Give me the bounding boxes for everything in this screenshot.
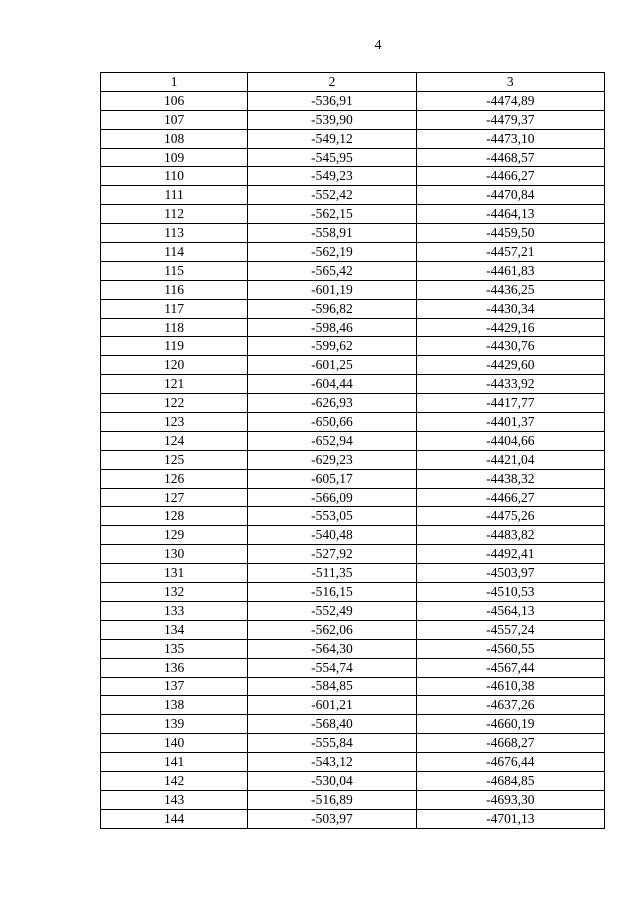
table-cell-col-1: 123 xyxy=(101,413,248,432)
table-cell-col-2: -568,40 xyxy=(248,715,416,734)
table-cell-col-1: 138 xyxy=(101,696,248,715)
table-cell-col-2: -536,91 xyxy=(248,91,416,110)
table-row xyxy=(101,431,605,450)
table-cell-col-1: 142 xyxy=(101,771,248,790)
table-cell-col-2: -562,15 xyxy=(248,205,416,224)
table-row xyxy=(101,224,605,243)
table-cell-col-1: 135 xyxy=(101,639,248,658)
table-cell-col-1: 115 xyxy=(101,261,248,280)
table-cell-col-3: -4610,38 xyxy=(416,677,604,696)
table-cell-col-2: -598,46 xyxy=(248,318,416,337)
table-cell-col-3: -4429,60 xyxy=(416,356,604,375)
table-cell-col-2: -601,25 xyxy=(248,356,416,375)
table-cell-col-1: 114 xyxy=(101,243,248,262)
table-cell-col-3: -4457,21 xyxy=(416,243,604,262)
table-cell-col-3: -4404,66 xyxy=(416,431,604,450)
table-cell-col-3: -4684,85 xyxy=(416,771,604,790)
header-cell-col-1: 1 xyxy=(101,73,248,92)
table-cell-col-2: -601,19 xyxy=(248,280,416,299)
table-cell-col-1: 137 xyxy=(101,677,248,696)
table-cell-col-1: 127 xyxy=(101,488,248,507)
table-row xyxy=(101,771,605,790)
table-cell-col-3: -4461,83 xyxy=(416,261,604,280)
table-row xyxy=(101,658,605,677)
table-cell-col-2: -549,12 xyxy=(248,129,416,148)
table-cell-col-2: -554,74 xyxy=(248,658,416,677)
table-cell-col-3: -4637,26 xyxy=(416,696,604,715)
table-cell-col-3: -4483,82 xyxy=(416,526,604,545)
table-cell-col-2: -539,90 xyxy=(248,110,416,129)
table-cell-col-3: -4503,97 xyxy=(416,564,604,583)
table-cell-col-1: 136 xyxy=(101,658,248,677)
table-row xyxy=(101,507,605,526)
table-cell-col-3: -4567,44 xyxy=(416,658,604,677)
table-row xyxy=(101,375,605,394)
header-cell-col-2: 2 xyxy=(248,73,416,92)
table-row xyxy=(101,620,605,639)
table-cell-col-1: 124 xyxy=(101,431,248,450)
table-row xyxy=(101,790,605,809)
table-cell-col-3: -4436,25 xyxy=(416,280,604,299)
table-cell-col-3: -4417,77 xyxy=(416,394,604,413)
table-cell-col-3: -4701,13 xyxy=(416,809,604,828)
table-cell-col-3: -4438,32 xyxy=(416,469,604,488)
table-cell-col-3: -4473,10 xyxy=(416,129,604,148)
table-cell-col-3: -4474,89 xyxy=(416,91,604,110)
table-cell-col-1: 111 xyxy=(101,186,248,205)
table-cell-col-2: -555,84 xyxy=(248,734,416,753)
table-cell-col-3: -4468,57 xyxy=(416,148,604,167)
table-cell-col-1: 144 xyxy=(101,809,248,828)
table-row xyxy=(101,809,605,828)
header-row xyxy=(101,73,605,92)
table-cell-col-1: 121 xyxy=(101,375,248,394)
table-cell-col-1: 107 xyxy=(101,110,248,129)
table-row xyxy=(101,129,605,148)
table-cell-col-3: -4660,19 xyxy=(416,715,604,734)
table-cell-col-1: 126 xyxy=(101,469,248,488)
table-cell-col-3: -4430,34 xyxy=(416,299,604,318)
table-cell-col-2: -516,15 xyxy=(248,583,416,602)
table-row xyxy=(101,601,605,620)
table-cell-col-2: -584,85 xyxy=(248,677,416,696)
table-cell-col-2: -596,82 xyxy=(248,299,416,318)
table-cell-col-2: -566,09 xyxy=(248,488,416,507)
table-cell-col-1: 116 xyxy=(101,280,248,299)
table-cell-col-3: -4475,26 xyxy=(416,507,604,526)
table-cell-col-2: -562,06 xyxy=(248,620,416,639)
table-cell-col-2: -629,23 xyxy=(248,450,416,469)
table-cell-col-2: -527,92 xyxy=(248,545,416,564)
table-row xyxy=(101,488,605,507)
table-cell-col-3: -4429,16 xyxy=(416,318,604,337)
table-cell-col-1: 128 xyxy=(101,507,248,526)
table-row xyxy=(101,205,605,224)
table-cell-col-1: 143 xyxy=(101,790,248,809)
table-cell-col-2: -565,42 xyxy=(248,261,416,280)
table-cell-col-1: 113 xyxy=(101,224,248,243)
table-cell-col-1: 118 xyxy=(101,318,248,337)
table-cell-col-2: -650,66 xyxy=(248,413,416,432)
header-cell-col-3: 3 xyxy=(416,73,604,92)
table-row xyxy=(101,280,605,299)
table-row xyxy=(101,148,605,167)
table-cell-col-3: -4668,27 xyxy=(416,734,604,753)
table-row xyxy=(101,243,605,262)
table-cell-col-3: -4676,44 xyxy=(416,753,604,772)
table-cell-col-3: -4510,53 xyxy=(416,583,604,602)
table-cell-col-2: -558,91 xyxy=(248,224,416,243)
table-cell-col-2: -543,12 xyxy=(248,753,416,772)
table-cell-col-2: -530,04 xyxy=(248,771,416,790)
table-header xyxy=(101,73,605,92)
table-cell-col-1: 139 xyxy=(101,715,248,734)
table-cell-col-2: -553,05 xyxy=(248,507,416,526)
page-number: 4 xyxy=(374,38,382,53)
table-cell-col-1: 129 xyxy=(101,526,248,545)
table-cell-col-3: -4466,27 xyxy=(416,488,604,507)
table-row xyxy=(101,450,605,469)
table-cell-col-3: -4401,37 xyxy=(416,413,604,432)
table-cell-col-3: -4470,84 xyxy=(416,186,604,205)
table-row xyxy=(101,299,605,318)
table-cell-col-2: -552,42 xyxy=(248,186,416,205)
table-cell-col-2: -549,23 xyxy=(248,167,416,186)
table-cell-col-3: -4466,27 xyxy=(416,167,604,186)
table-row xyxy=(101,261,605,280)
table-cell-col-1: 132 xyxy=(101,583,248,602)
table-cell-col-3: -4693,30 xyxy=(416,790,604,809)
table-row xyxy=(101,639,605,658)
table-cell-col-2: -545,95 xyxy=(248,148,416,167)
table-cell-col-1: 110 xyxy=(101,167,248,186)
table-cell-col-3: -4564,13 xyxy=(416,601,604,620)
table-cell-col-1: 108 xyxy=(101,129,248,148)
table-cell-col-1: 109 xyxy=(101,148,248,167)
table-row xyxy=(101,753,605,772)
table-row xyxy=(101,394,605,413)
table-cell-col-1: 134 xyxy=(101,620,248,639)
table-row xyxy=(101,318,605,337)
table-cell-col-1: 140 xyxy=(101,734,248,753)
table-row xyxy=(101,91,605,110)
table-row xyxy=(101,734,605,753)
table-cell-col-1: 120 xyxy=(101,356,248,375)
table-cell-col-1: 119 xyxy=(101,337,248,356)
table-row xyxy=(101,583,605,602)
table-row xyxy=(101,715,605,734)
table-row xyxy=(101,337,605,356)
table-cell-col-2: -540,48 xyxy=(248,526,416,545)
table-cell-col-3: -4492,41 xyxy=(416,545,604,564)
table-cell-col-3: -4421,04 xyxy=(416,450,604,469)
table-row xyxy=(101,526,605,545)
table-cell-col-1: 106 xyxy=(101,91,248,110)
table-cell-col-2: -604,44 xyxy=(248,375,416,394)
table-cell-col-1: 130 xyxy=(101,545,248,564)
table-row xyxy=(101,545,605,564)
coordinates-table xyxy=(100,72,605,829)
table-cell-col-2: -605,17 xyxy=(248,469,416,488)
table-row xyxy=(101,413,605,432)
table-row xyxy=(101,677,605,696)
table-cell-col-3: -4433,92 xyxy=(416,375,604,394)
table-cell-col-1: 141 xyxy=(101,753,248,772)
table-cell-col-3: -4479,37 xyxy=(416,110,604,129)
table-cell-col-2: -599,62 xyxy=(248,337,416,356)
table-body xyxy=(101,91,605,828)
table-row xyxy=(101,564,605,583)
table-cell-col-2: -626,93 xyxy=(248,394,416,413)
table-row xyxy=(101,110,605,129)
table-cell-col-2: -564,30 xyxy=(248,639,416,658)
table-cell-col-3: -4430,76 xyxy=(416,337,604,356)
table-row xyxy=(101,469,605,488)
table-cell-col-3: -4459,50 xyxy=(416,224,604,243)
table-cell-col-2: -511,35 xyxy=(248,564,416,583)
table-cell-col-1: 133 xyxy=(101,601,248,620)
table-cell-col-2: -601,21 xyxy=(248,696,416,715)
table-cell-col-3: -4557,24 xyxy=(416,620,604,639)
table-cell-col-3: -4560,55 xyxy=(416,639,604,658)
table-cell-col-1: 125 xyxy=(101,450,248,469)
table-cell-col-2: -652,94 xyxy=(248,431,416,450)
table-cell-col-3: -4464,13 xyxy=(416,205,604,224)
table-cell-col-1: 131 xyxy=(101,564,248,583)
table-cell-col-2: -562,19 xyxy=(248,243,416,262)
table-cell-col-1: 122 xyxy=(101,394,248,413)
table-row xyxy=(101,696,605,715)
table-cell-col-2: -552,49 xyxy=(248,601,416,620)
table-cell-col-2: -516,89 xyxy=(248,790,416,809)
table-row xyxy=(101,186,605,205)
table-row xyxy=(101,167,605,186)
table-row xyxy=(101,356,605,375)
table-cell-col-1: 117 xyxy=(101,299,248,318)
table-cell-col-1: 112 xyxy=(101,205,248,224)
table-cell-col-2: -503,97 xyxy=(248,809,416,828)
